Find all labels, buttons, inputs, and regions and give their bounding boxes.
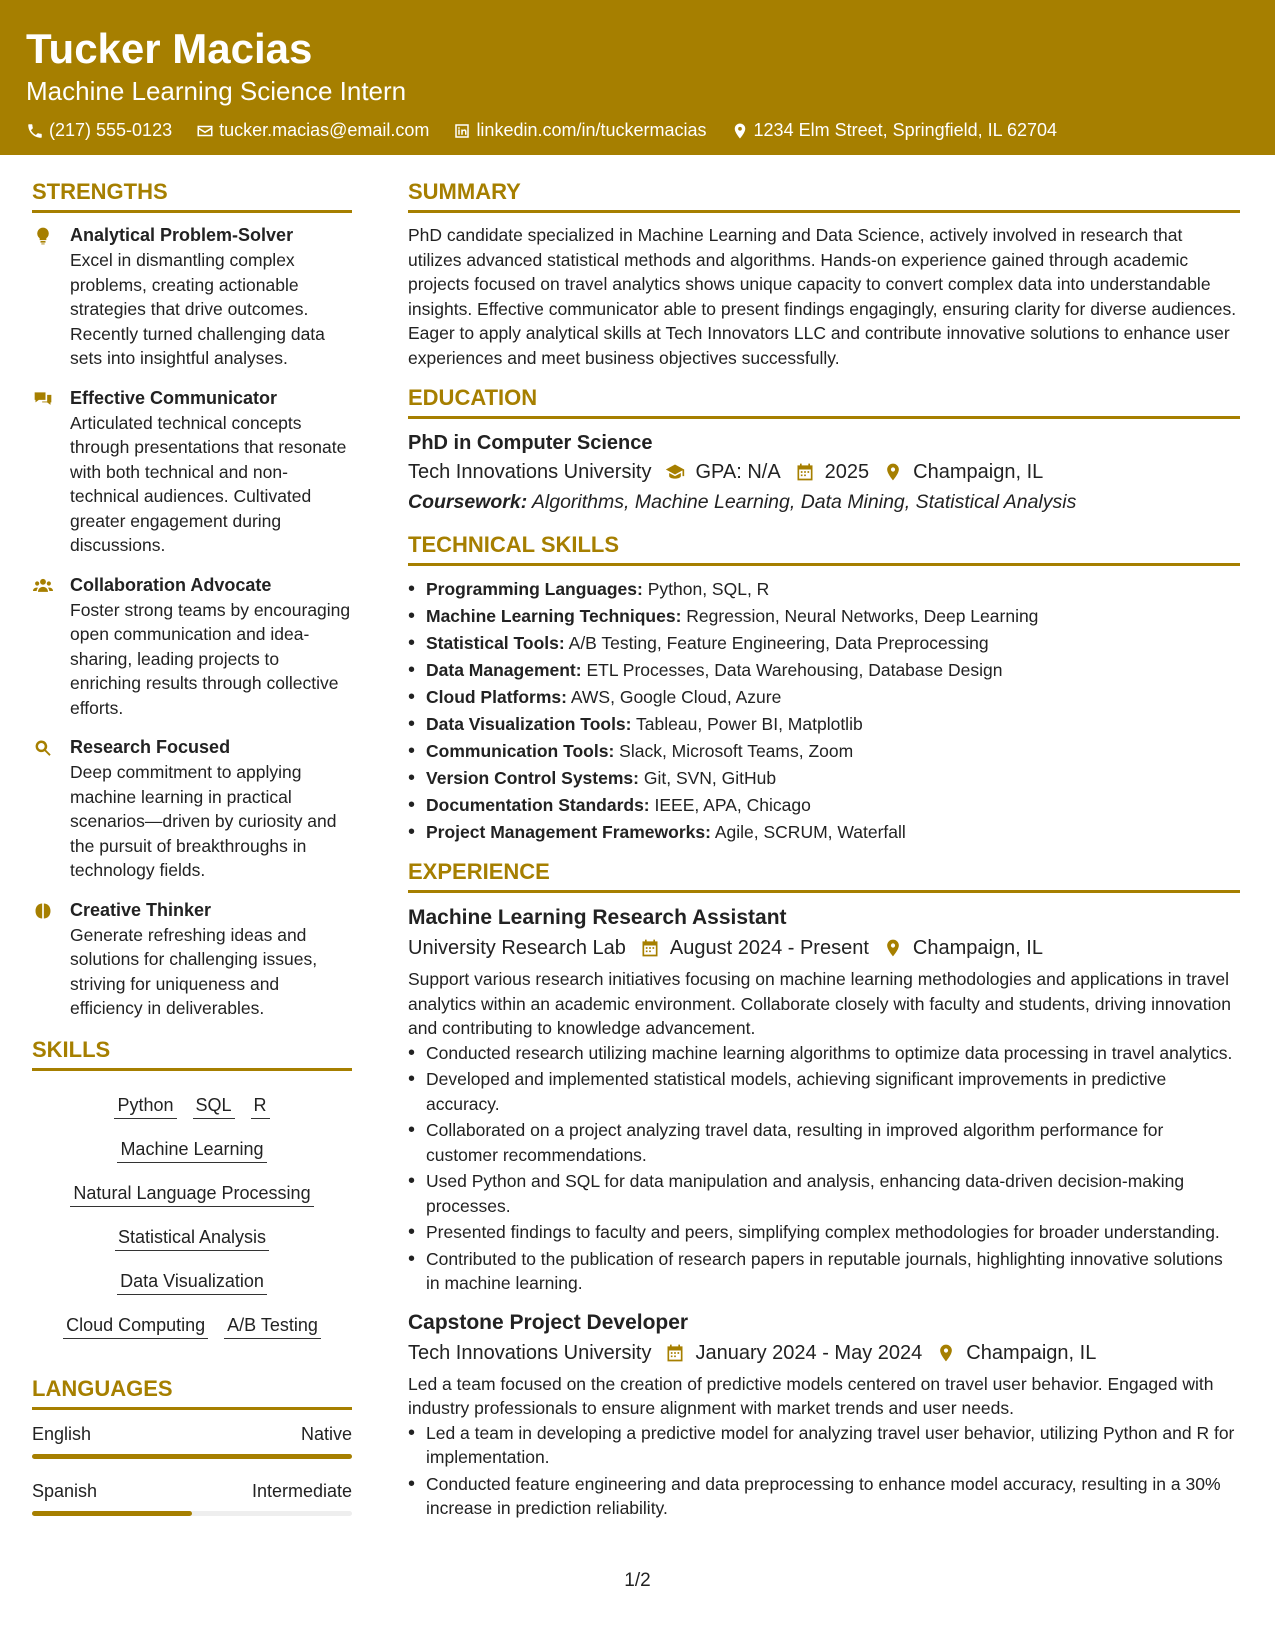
language-name: Spanish (32, 1480, 98, 1501)
strength-title: Creative Thinker (70, 899, 212, 920)
envelope-icon (196, 122, 214, 140)
job-title: Machine Learning Research Assistant (408, 906, 787, 929)
lightbulb-icon (32, 226, 54, 246)
education-heading: EDUCATION (408, 384, 1240, 419)
candidate-title: Machine Learning Science Intern (26, 76, 407, 106)
right-column (408, 178, 1240, 1533)
strength-desc: Foster strong teams by encouraging open communication and idea-sharing, leading projects to enriching results through collective efforts. (70, 599, 351, 718)
list-item: • Led a team in developing a predictive model for analyzing travel user behavior, utilizing Python and R for implementation. (408, 1421, 1240, 1470)
brain-icon (32, 901, 54, 921)
phone-icon (26, 122, 44, 140)
language-bar (32, 1454, 352, 1459)
list-item: • Communication Tools: Slack, Microsoft Teams, Zoom (408, 738, 1240, 765)
job-dates: January 2024 - May 2024 (695, 1341, 923, 1364)
location-pin-icon (731, 122, 749, 140)
calendar-icon (640, 938, 660, 958)
job-org: Tech Innovations University (408, 1341, 652, 1364)
education-location: Champaign, IL (913, 461, 1044, 483)
strength-desc: Generate refreshing ideas and solutions for challenging issues, striving for uniqueness and efficiency in deliverables. (70, 924, 318, 1018)
strength-desc: Deep commitment to applying machine learning in practical scenarios—driven by curiosity and the pursuit of breakthroughs in technology fields. (70, 762, 337, 880)
phone-text: (217) 555-0123 (49, 120, 173, 140)
language-item (32, 1422, 352, 1459)
comments-icon (32, 389, 54, 409)
job-meta (408, 933, 1240, 963)
list-item: • Cloud Platforms: AWS, Google Cloud, Azure (408, 684, 1240, 711)
language-level: Intermediate (251, 1480, 352, 1501)
list-item: • Conducted feature engineering and data preprocessing to enhance model accuracy, resulting in a 30% increase in prediction reliability. (408, 1472, 1240, 1521)
resume-header (0, 0, 1275, 155)
strength-title: Research Focused (70, 737, 231, 757)
coursework-label: Coursework: (408, 491, 528, 513)
strength-item (32, 573, 352, 721)
list-item: • Developed and implemented statistical models, achieving significant improvements in predictive accuracy. (408, 1067, 1240, 1116)
skill-tag: Cloud Computing (63, 1313, 208, 1339)
list-item: • Conducted research utilizing machine learning algorithms to optimize data processing in travel analytics. (408, 1041, 1240, 1066)
technical-skills-heading: TECHNICAL SKILLS (408, 531, 1240, 566)
page-number: 1/2 (624, 1570, 651, 1591)
location-pin-icon (883, 938, 903, 958)
skill-tag: R (251, 1093, 270, 1119)
job-dates: August 2024 - Present (669, 937, 869, 959)
education-school: Tech Innovations University (408, 461, 652, 483)
linkedin-text[interactable]: linkedin.com/in/tuckermacias (476, 120, 707, 140)
calendar-icon (665, 1343, 685, 1363)
strength-title: Effective Communicator (70, 387, 278, 408)
strength-item (32, 223, 352, 371)
list-item: • Version Control Systems: Git, SVN, GitHub (408, 765, 1240, 792)
skill-tag: Python (114, 1093, 176, 1119)
job-description: Support various research initiatives focusing on machine learning methodologies and applications in travel analytics within an academic environment. Collaborate closely with faculty and students, driving innovation and contributing to knowledge advancement. (408, 969, 1231, 1038)
skill-tag: Machine Learning (117, 1137, 266, 1163)
experience-entry (408, 1308, 1240, 1521)
location-pin-icon (936, 1343, 956, 1363)
email-text[interactable]: tucker.macias@email.com (219, 120, 430, 140)
list-item: • Project Management Frameworks: Agile, SCRUM, Waterfall (408, 819, 1240, 846)
strength-item (32, 898, 352, 1021)
coursework-list: Algorithms, Machine Learning, Data Mining, Statistical Analysis (531, 491, 1077, 513)
education-gpa: GPA: N/A (695, 461, 781, 483)
skills-list (32, 1081, 352, 1361)
users-icon (32, 576, 54, 596)
job-location: Champaign, IL (966, 1341, 1097, 1364)
job-org: University Research Lab (408, 937, 626, 959)
education-year: 2025 (824, 461, 870, 483)
contact-email[interactable] (196, 120, 429, 141)
job-title: Capstone Project Developer (408, 1310, 689, 1334)
summary-text: PhD candidate specialized in Machine Learning and Data Science, actively involved in research that utilizes advanced statistical methods and algorithms. Hands-on experience gained through academic projects focused on travel analytics shows unique capacity to convert complex data into understandable insights. Effective communicator able to present findings engagingly, ensuring clarity for diverse audiences. Eager to apply analytical skills at Tech Innovators LLC and contribute innovative solutions to enhance user experiences and meet business objectives successfully. (408, 225, 1237, 368)
contact-phone (26, 120, 172, 141)
list-item: • Presented findings to faculty and peers, simplifying complex methodologies for broader understanding. (408, 1220, 1240, 1245)
location-pin-icon (883, 462, 903, 482)
search-icon (32, 738, 54, 758)
list-item: • Used Python and SQL for data manipulation and analysis, enhancing data-driven decision-making processes. (408, 1169, 1240, 1218)
strength-item (32, 386, 352, 558)
skill-tag: Statistical Analysis (115, 1225, 269, 1251)
list-item: • Data Management: ETL Processes, Data Warehousing, Database Design (408, 657, 1240, 684)
education-coursework (408, 487, 1240, 517)
contact-address (731, 120, 1058, 141)
list-item: • Data Visualization Tools: Tableau, Power BI, Matplotlib (408, 711, 1240, 738)
list-item: • Statistical Tools: A/B Testing, Feature Engineering, Data Preprocessing (408, 630, 1240, 657)
experience-entry (408, 903, 1240, 1296)
calendar-icon (795, 462, 815, 482)
experience-heading: EXPERIENCE (408, 858, 1240, 893)
job-description: Led a team focused on the creation of predictive models centered on travel user behavior. Engaged with industry professionals to ensure alignment with market trends and user needs. (408, 1373, 1214, 1418)
skill-tag: SQL (193, 1093, 235, 1119)
list-item: • Contributed to the publication of research papers in reputable journals, highlighting innovative solutions in machine learning. (408, 1247, 1240, 1296)
language-level: Native (300, 1423, 352, 1444)
list-item: • Machine Learning Techniques: Regression, Neural Networks, Deep Learning (408, 603, 1240, 630)
language-item (32, 1479, 352, 1516)
strength-title: Analytical Problem-Solver (70, 225, 294, 245)
skill-tag: Natural Language Processing (70, 1181, 313, 1207)
list-item: • Documentation Standards: IEEE, APA, Chicago (408, 792, 1240, 819)
job-bullets (408, 1421, 1240, 1521)
language-bar-fill (32, 1454, 352, 1459)
languages-heading: LANGUAGES (32, 1375, 352, 1410)
job-location: Champaign, IL (912, 937, 1043, 959)
strength-desc: Articulated technical concepts through presentations that resonate with both technical and non-technical audiences. Cultivated greater engagement during discussions. (70, 412, 347, 555)
summary-heading: SUMMARY (408, 178, 1240, 213)
left-column (32, 178, 352, 1536)
skill-tag: Data Visualization (117, 1269, 267, 1295)
skill-tag: A/B Testing (224, 1313, 321, 1339)
linkedin-icon (453, 122, 471, 140)
strength-desc: Excel in dismantling complex problems, creating actionable strategies that drive outcomes. Recently turned challenging data sets into insightful analyses. (70, 250, 325, 368)
contact-linkedin[interactable] (453, 120, 706, 141)
list-item: • Collaborated on a project analyzing travel data, resulting in improved algorithm performance for customer recommendations. (408, 1118, 1240, 1167)
technical-skills-list (408, 576, 1240, 846)
contact-row (26, 120, 1249, 141)
language-name: English (32, 1423, 92, 1444)
list-item: • Programming Languages: Python, SQL, R (408, 576, 1240, 603)
graduation-cap-icon (665, 462, 685, 482)
language-bar-fill (32, 1511, 192, 1516)
job-meta (408, 1338, 1240, 1368)
skills-heading: SKILLS (32, 1036, 352, 1071)
address-text: 1234 Elm Street, Springfield, IL 62704 (753, 120, 1058, 140)
language-bar (32, 1511, 352, 1516)
education-meta (408, 457, 1240, 487)
job-bullets (408, 1041, 1240, 1296)
strength-item (32, 735, 352, 883)
strength-title: Collaboration Advocate (70, 574, 272, 595)
education-degree: PhD in Computer Science (408, 432, 653, 454)
candidate-name: Tucker Macias (26, 25, 313, 72)
strengths-heading: STRENGTHS (32, 178, 352, 213)
